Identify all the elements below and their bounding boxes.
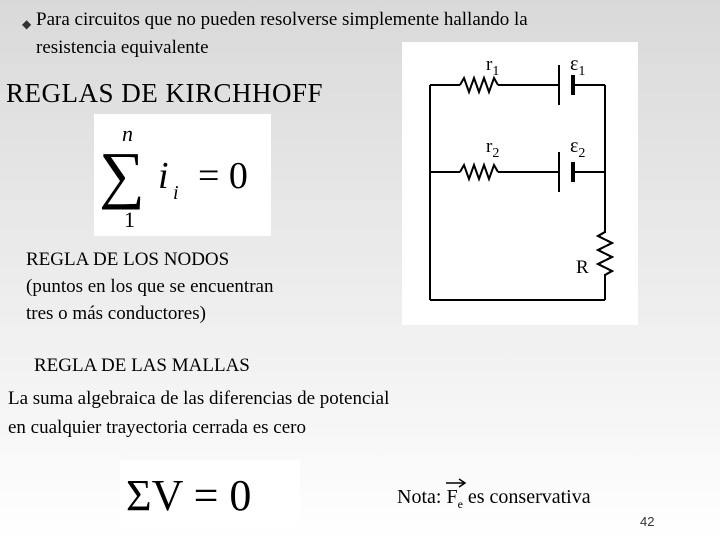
resistor-r2	[460, 165, 498, 179]
loop-rule-text	[8, 384, 389, 442]
formula-equals-zero: = 0	[198, 155, 248, 197]
resistor-r-redraw	[598, 232, 612, 275]
loop-rule-formula	[120, 460, 300, 526]
bullet-icon: ◆	[22, 17, 32, 31]
loop-rule-title: REGLA DE LAS MALLAS	[34, 355, 250, 376]
label-e1: $\varepsilon_1$	[570, 53, 586, 79]
node-rule-line-3: tres o más conductores)	[26, 303, 206, 324]
resistor-r1	[460, 78, 498, 92]
formula-subscript: i	[173, 182, 179, 204]
node-rule-formula-svg	[94, 114, 271, 236]
intro-line-1: Para circuitos que no pueden resolverse simplemente hallando la	[36, 9, 528, 30]
formula-sigma: ∑	[99, 139, 145, 210]
loop-rule-formula-svg	[120, 460, 300, 526]
loop-rule-line-2: en cualquier trayectoria cerrada es cero	[8, 417, 306, 438]
node-rule-title: REGLA DE LOS NODOS	[26, 249, 230, 270]
slide-heading: REGLAS DE KIRCHHOFF	[6, 78, 324, 108]
formula-variable: i	[158, 155, 169, 197]
note-subscript: e	[457, 497, 463, 511]
node-rule-text	[26, 246, 273, 327]
note-prefix: Nota:	[397, 486, 442, 508]
loop-rule-line-1: La suma algebraica de las diferencias de potencial	[8, 388, 390, 409]
intro-line-2: resistencia equivalente	[36, 37, 209, 58]
note-symbol: F	[446, 486, 458, 508]
formula-lower-limit: 1	[124, 207, 135, 232]
note-suffix: es conservativa	[467, 486, 591, 508]
page-number: 42	[640, 514, 655, 529]
node-rule-line-2: (puntos en los que se encuentran	[26, 276, 274, 297]
label-r: R	[576, 257, 589, 278]
label-r1: $r_1$	[486, 54, 500, 79]
force-vector	[446, 486, 462, 512]
formula-upper-limit: n	[122, 121, 133, 146]
label-e2: $\varepsilon_2$	[570, 135, 586, 161]
vector-arrow-icon	[444, 476, 468, 488]
label-r2: $r_2$	[486, 136, 500, 161]
circuit-svg	[402, 42, 638, 325]
loop-formula-text: ΣV = 0	[126, 471, 252, 520]
conservative-note	[397, 486, 591, 512]
node-rule-formula	[94, 114, 271, 236]
circuit-diagram	[402, 42, 638, 325]
